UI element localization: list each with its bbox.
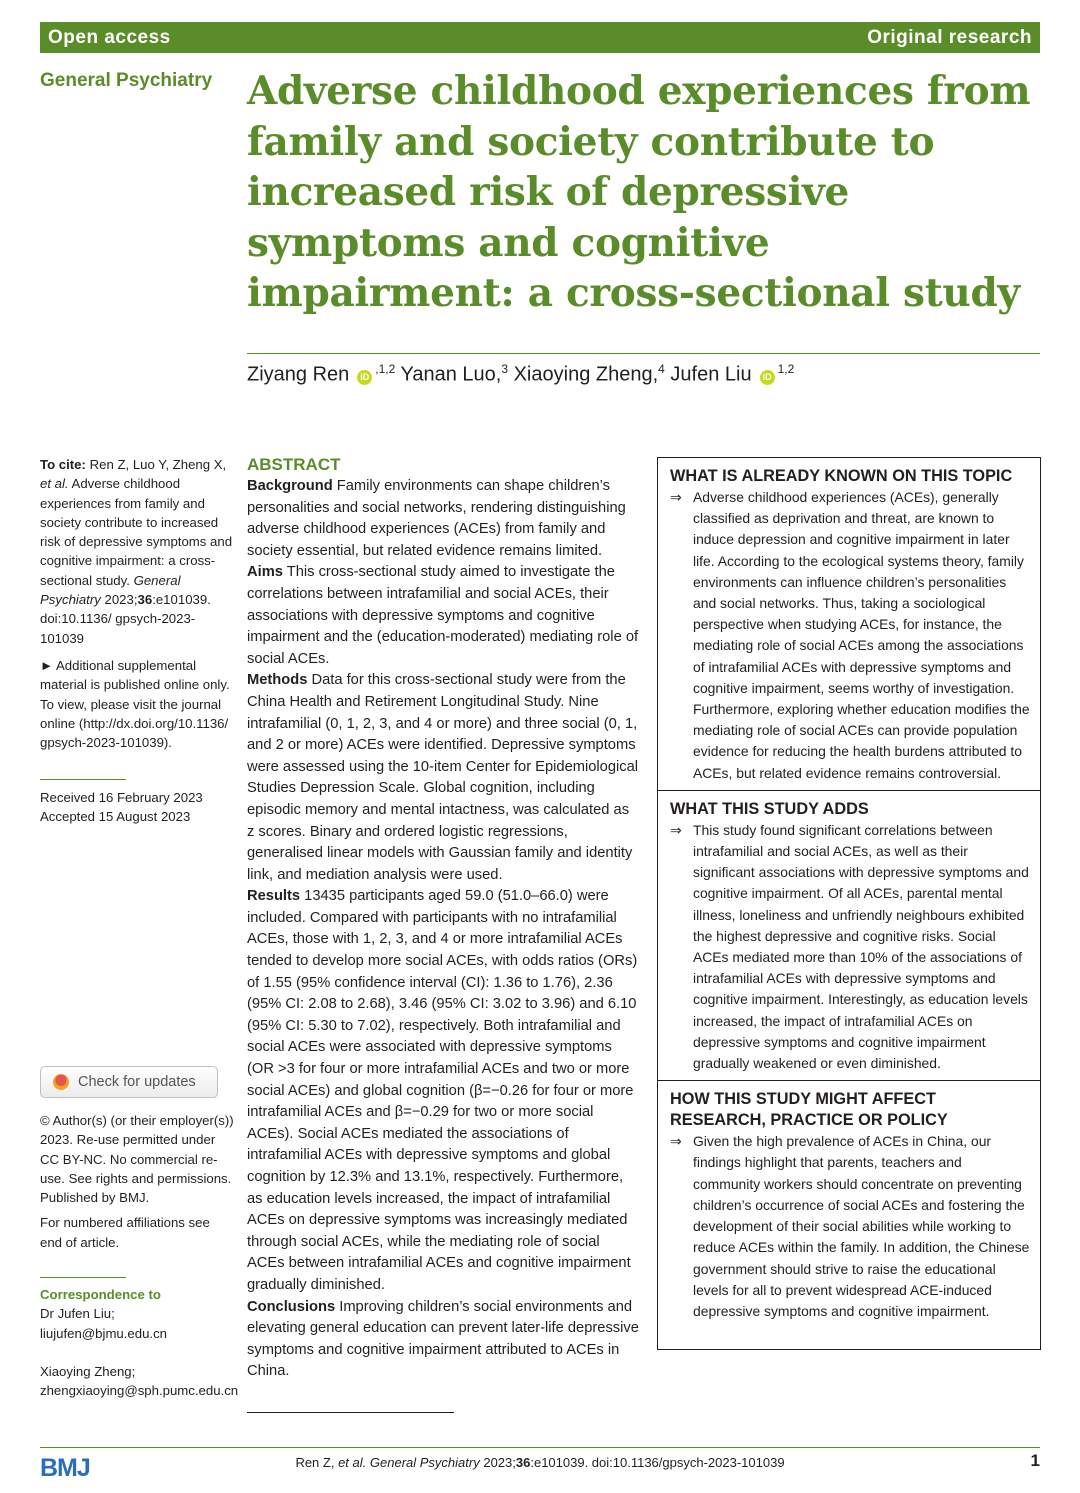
cite-journal: General Psychiatry (40, 572, 181, 608)
arrow-icon: ⇒ (670, 489, 682, 505)
open-access-label: Open access (48, 26, 171, 48)
supplemental-text[interactable]: ► Additional supplemental material is published online only. To view, please visit the journal online (http://dx.doi.org/10.1136/ gpsych-2023-101039). (40, 658, 230, 751)
section-text: Family environments can shape children’s personalities and social networks, rendering distinguishing adverse childhood experiences (ACEs) from family and society essential, but related evidence remains limited. (247, 478, 626, 559)
abstract-aims (247, 562, 639, 670)
citation-block (40, 455, 235, 648)
affect-section (670, 1089, 1030, 1322)
cite-volume: 36 (137, 592, 153, 608)
list-item (670, 487, 1030, 784)
affect-heading: HOW THIS STUDY MIGHT AFFECT RESEARCH, PRACTICE OR POLICY (670, 1090, 948, 1130)
copyright-text: © Author(s) (or their employer(s)) 2023. Re-use permitted under CC BY-NC. No commercial re-use. See rights and permissions. Published by BMJ. (40, 1113, 234, 1206)
abstract (247, 454, 639, 1383)
copyright-block (40, 1111, 235, 1252)
known-heading: WHAT IS ALREADY KNOWN ON THIS TOPIC (670, 467, 1013, 485)
title-divider (247, 353, 1040, 354)
adds-section (670, 799, 1030, 1074)
supplemental-note (40, 656, 235, 752)
bmj-logo: BMJ (40, 1454, 90, 1482)
sidebar-divider (40, 779, 126, 780)
cite-label: To cite: (40, 457, 86, 472)
abstract-heading: ABSTRACT (247, 455, 341, 474)
box-divider (658, 1080, 1040, 1081)
arrow-icon: ⇒ (670, 1133, 682, 1150)
item-text: Given the high prevalence of ACEs in China, our findings highlight that parents, teachers and community workers should concentrate on preventing children’s occurrence of social ACEs and fostering the development of their social abilities while working to reduce ACEs within the family. In addition, the Chinese government should strive to raise the educational levels for all to prevent widespread ACE-induced depressive symptoms and cognitive impairment. (693, 1133, 1030, 1319)
footer-journal: General Psychiatry (369, 1455, 480, 1470)
orcid-icon[interactable]: iD (760, 370, 775, 385)
adds-heading: WHAT THIS STUDY ADDS (670, 799, 869, 818)
correspondent-name: Dr Jufen Liu; (40, 1306, 115, 1322)
cite-doi[interactable]: :e101039. doi:10.1136/ gpsych-2023-101039 (40, 592, 211, 646)
section-label: Aims (247, 564, 283, 581)
footer-doi: :e101039. doi:10.1136/gpsych-2023-101039 (530, 1455, 785, 1470)
abstract-methods (247, 670, 639, 886)
footer-year: 2023; (483, 1455, 516, 1470)
item-text: Adverse childhood experiences (ACEs), generally classified as deprivation and threat, are known to induce depression and cognitive impairment in later life. According to the ecological systems theory, family environments can influence children’s personalities and social networks. Thus, taking a sociological perspective when studying ACEs, for instance, the mediating role of social ACEs among the associations of intrafamilial ACEs with depressive symptoms and cognitive impairment, seems worthy of investigation. Furthermore, exploring whether education modifies the mediating role of social ACEs can provide population evidence for reducing the health burdens attributed to ACEs, but related evidence remains controversial. (693, 489, 1030, 781)
section-text: This cross-sectional study aimed to investigate the correlations between intrafamilial and social ACEs, their associations with depressive symptoms and cognitive impairment and the (education-moderated) mediating role of social ACEs. (247, 564, 639, 667)
list-item (670, 820, 1030, 1074)
abstract-results (247, 886, 639, 1296)
accepted-date: Accepted 15 August 2023 (40, 809, 191, 825)
section-text: Data for this cross-sectional study were from the China Health and Retirement Longitudinal Study. Nine intrafamilial (0, 1, 2, 3, and 4 or more) and three social (0, 1, and 2 or more) ACEs were identified. Depressive symptoms were assessed using the 10-item Center for Epidemiological Studies Depression Scale. Global cognition, including episodic memory and mental intactness, was calculated as z scores. Binary and ordered logistic regressions, generalised linear models with Gaussian family and identity link, and mediation analysis were used. (247, 672, 639, 883)
cite-year: 2023; (104, 592, 138, 608)
dates-block (40, 788, 235, 827)
article-type-label: Original research (867, 26, 1032, 48)
sidebar-divider (40, 1277, 126, 1278)
cite-etal: et al. (40, 476, 69, 492)
section-label: Conclusions (247, 1298, 336, 1315)
footer-etal: et al. (338, 1455, 367, 1470)
check-for-updates-button[interactable] (40, 1066, 218, 1098)
abstract-conclusions (247, 1297, 639, 1383)
footer-divider (40, 1447, 1040, 1448)
section-label: Background (247, 478, 333, 494)
item-text: This study found significant correlations between intrafamilial and social ACEs, as well as their significant associations with depressive symptoms and cognitive impairment. Of all ACEs, parental mental illness, loneliness and unfriendly neighbours exhibited the highest depressive and cognitive risks. Social ACEs mediated more than 10% of the associations of intrafamilial ACEs with depressive symptoms and cognitive impairment. Interestingly, as education levels increased, the impact of intrafamilial ACEs on depressive symptoms and cognitive impairment gradually weakened or even diminished. (693, 821, 1029, 1072)
correspondent-email[interactable]: zhengxiaoying@sph.pumc.edu.cn (40, 1383, 239, 1399)
correspondent-name: Xiaoying Zheng; (40, 1363, 136, 1379)
known-section (670, 466, 1030, 784)
arrow-icon: ⇒ (670, 821, 682, 838)
received-date: Received 16 February 2023 (40, 790, 203, 805)
journal-name: General Psychiatry (40, 70, 213, 91)
footer-citation (0, 1455, 1080, 1470)
crossmark-icon (53, 1074, 69, 1090)
author-affiliation: 4 (658, 362, 665, 376)
article-title: Adverse childhood experiences from family and society contribute to increased risk of depressive symptoms and cognitive impairment: a cross-sectional study (247, 68, 1031, 316)
correspondence-block (40, 1285, 239, 1400)
correspondence-label: Correspondence to (40, 1287, 161, 1302)
list-item (670, 1131, 1030, 1322)
page-number: 1 (1030, 1451, 1040, 1470)
abstract-end-rule (247, 1412, 454, 1413)
orcid-icon[interactable]: iD (357, 370, 372, 385)
key-messages-box (657, 457, 1041, 1350)
author-list (247, 362, 794, 387)
footer-volume: 36 (515, 1455, 531, 1470)
author-affiliation: ,1,2 (375, 362, 396, 376)
affiliations-note: For numbered affiliations see end of article. (40, 1215, 210, 1250)
section-text: Improving children’s social environments and elevating general education can prevent later-life depressive symptoms and cognitive impairment attributed to ACEs in China. (247, 1298, 639, 1380)
abstract-background (247, 476, 639, 562)
footer-authors: Ren Z, (295, 1455, 335, 1470)
section-label: Methods (247, 672, 308, 689)
check-updates-label: Check for updates (78, 1074, 196, 1090)
section-label: Results (247, 888, 301, 905)
header-bar (40, 22, 1040, 53)
section-text: 13435 participants aged 59.0 (51.0–66.0) were included. Compared with participants with no intrafamilial ACEs, those with 1, 2, 3, and 4 or more intrafamilial ACEs tended to develop more social ACEs, with odds ratios (ORs) of 1.55 (95% confidence interval (CI): 1.36 to 1.76), 2.36 (95% CI: 2.08 to 2.68), 3.46 (95% CI: 3.02 to 3.96) and 6.10 (95% CI: 5.30 to 7.02), respectively. Both intrafamilial and social ACEs were associated with depressive symptoms (OR >3 for four or more intrafamilial ACEs and two or more social ACEs) and global cognition (β=−0.26 for four or more intrafamilial ACEs and β=−0.29 for two or more social ACEs). Social ACEs mediated the associations of intrafamilial ACEs with depressive symptoms and global cognition by 12.3% and 13.1%, respectively. Furthermore, as education levels increased, the impact of intrafamilial ACEs on depressive symptoms was increasingly mediated through social ACEs, while the mediating role of social ACEs between intrafamilial ACEs and cognitive impairment gradually diminished. (247, 888, 638, 1293)
correspondent-email[interactable]: liujufen@bjmu.edu.cn (40, 1325, 168, 1341)
author-name: Ziyang Ren (247, 363, 350, 386)
author-name: Jufen Liu (670, 363, 752, 386)
author-name: Yanan Luo, (400, 363, 502, 386)
author-affiliation: 1,2 (777, 362, 795, 376)
cite-text: Adverse childhood experiences from family and society contribute to increased risk of depressive symptoms and cognitive impairment: a cross-sectional study. (40, 476, 233, 588)
cite-authors: Ren Z, Luo Y, Zheng X, (89, 457, 227, 472)
author-name: Xiaoying Zheng, (513, 363, 659, 386)
box-divider (658, 790, 1040, 791)
author-affiliation: 3 (501, 362, 509, 376)
